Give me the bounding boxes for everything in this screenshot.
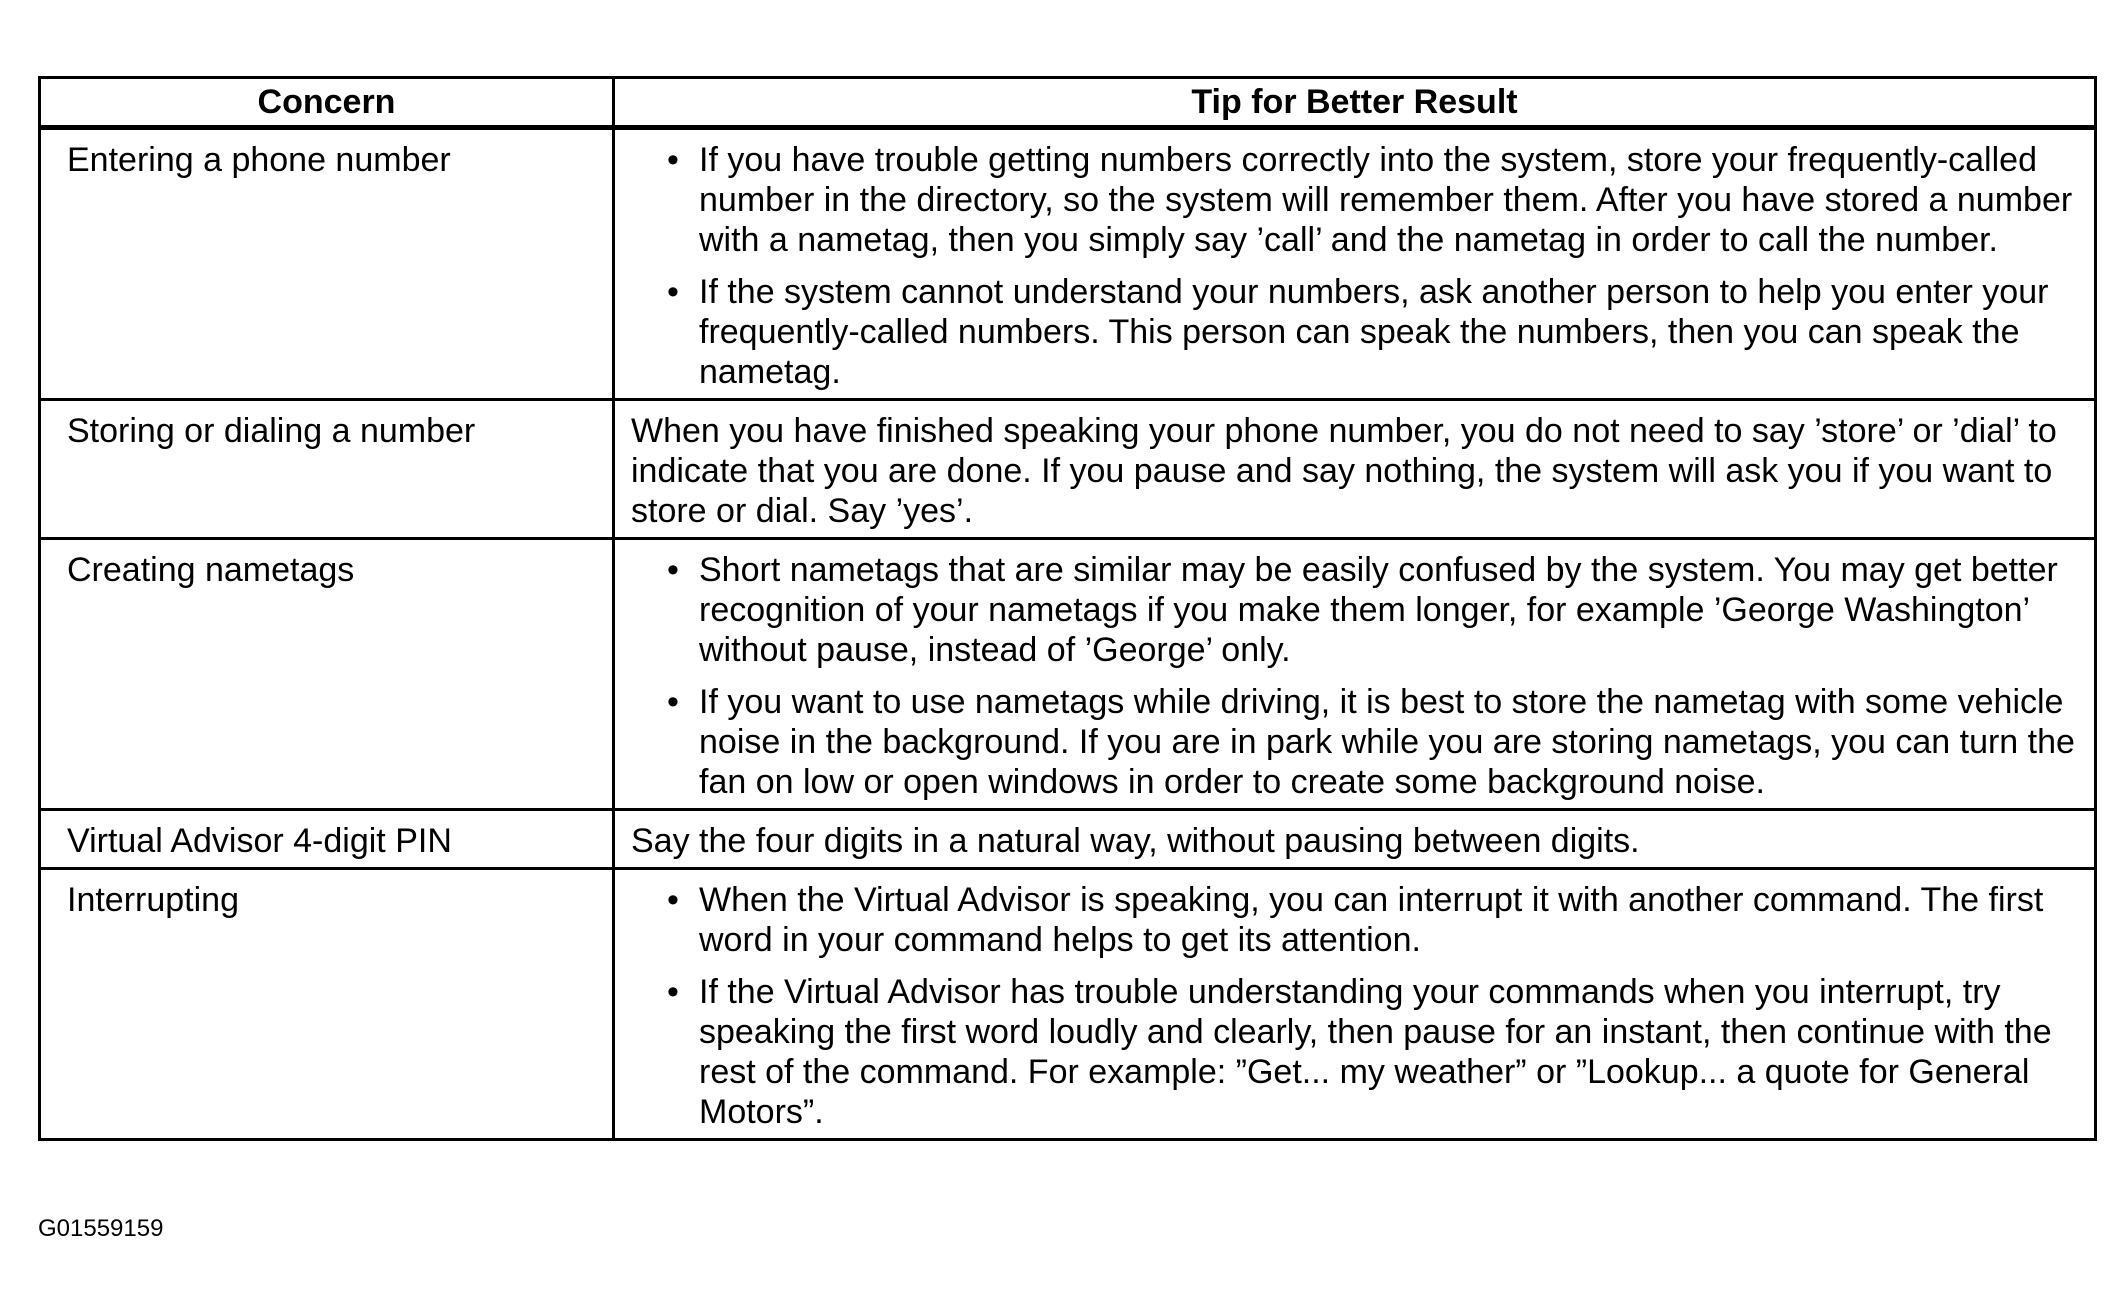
bullet-icon: •: [667, 881, 679, 919]
list-item: [631, 682, 2086, 802]
table-row: [40, 539, 2096, 810]
tip-text: If you have trouble getting numbers correctly into the system, store your frequently-called number in the directory, so the system will remember them. After you have stored a number with a nametag, then you simply say ’call’ and the nametag in order to call the number.: [699, 141, 2073, 259]
tip-text: When the Virtual Advisor is speaking, you can interrupt it with another command. The first word in your command helps to get its attention.: [699, 881, 2044, 959]
table-row: [40, 869, 2096, 1140]
list-item: [631, 550, 2086, 670]
tip-list: [631, 550, 2086, 802]
list-item: [631, 140, 2086, 260]
tip-cell: [614, 539, 2096, 810]
concern-cell: Virtual Advisor 4-digit PIN: [40, 810, 614, 869]
concern-cell: Storing or dialing a number: [40, 400, 614, 539]
list-item: [631, 272, 2086, 392]
table-row: [40, 810, 2096, 869]
concern-cell: Entering a phone number: [40, 128, 614, 400]
bullet-icon: •: [667, 973, 679, 1011]
list-item: [631, 880, 2086, 960]
concern-cell: Interrupting: [40, 869, 614, 1140]
tips-table: [38, 76, 2097, 1141]
bullet-icon: •: [667, 551, 679, 589]
bullet-icon: •: [667, 683, 679, 721]
table-row: [40, 400, 2096, 539]
tip-cell: Say the four digits in a natural way, without pausing between digits.: [614, 810, 2096, 869]
tip-cell: [614, 869, 2096, 1140]
table-row: [40, 128, 2096, 400]
tip-list: [631, 880, 2086, 1132]
header-concern: Concern: [40, 78, 614, 128]
tip-text: If the system cannot understand your numbers, ask another person to help you enter your frequently-called numbers. This person can speak the numbers, then you can speak the nametag.: [699, 273, 2049, 391]
list-item: [631, 972, 2086, 1132]
tip-text: If you want to use nametags while driving, it is best to store the nametag with some vehicle noise in the background. If you are in park while you are storing nametags, you can turn the fan on low or open windows in order to create some background noise.: [699, 683, 2075, 801]
tip-text: Short nametags that are similar may be easily confused by the system. You may get better recognition of your nametags if you make them longer, for example ’George Washington’ without pause, instead of ’George’ only.: [699, 551, 2058, 669]
bullet-icon: •: [667, 273, 679, 311]
header-tip: Tip for Better Result: [614, 78, 2096, 128]
concern-cell: Creating nametags: [40, 539, 614, 810]
figure-code: G01559159: [38, 1215, 164, 1242]
tip-cell: [614, 128, 2096, 400]
bullet-icon: •: [667, 141, 679, 179]
header-row: [40, 78, 2096, 128]
tip-text: If the Virtual Advisor has trouble understanding your commands when you interrupt, try speaking the first word loudly and clearly, then pause for an instant, then continue with the rest of the command. For example: ”Get... my weather” or ”Lookup... a quote for General Motors”.: [699, 973, 2052, 1131]
tip-cell: When you have finished speaking your phone number, you do not need to say ’store’ or ’dial’ to indicate that you are done. If you pause and say nothing, the system will ask you if you want to store or dial. Say ’yes’.: [614, 400, 2096, 539]
tip-list: [631, 140, 2086, 392]
